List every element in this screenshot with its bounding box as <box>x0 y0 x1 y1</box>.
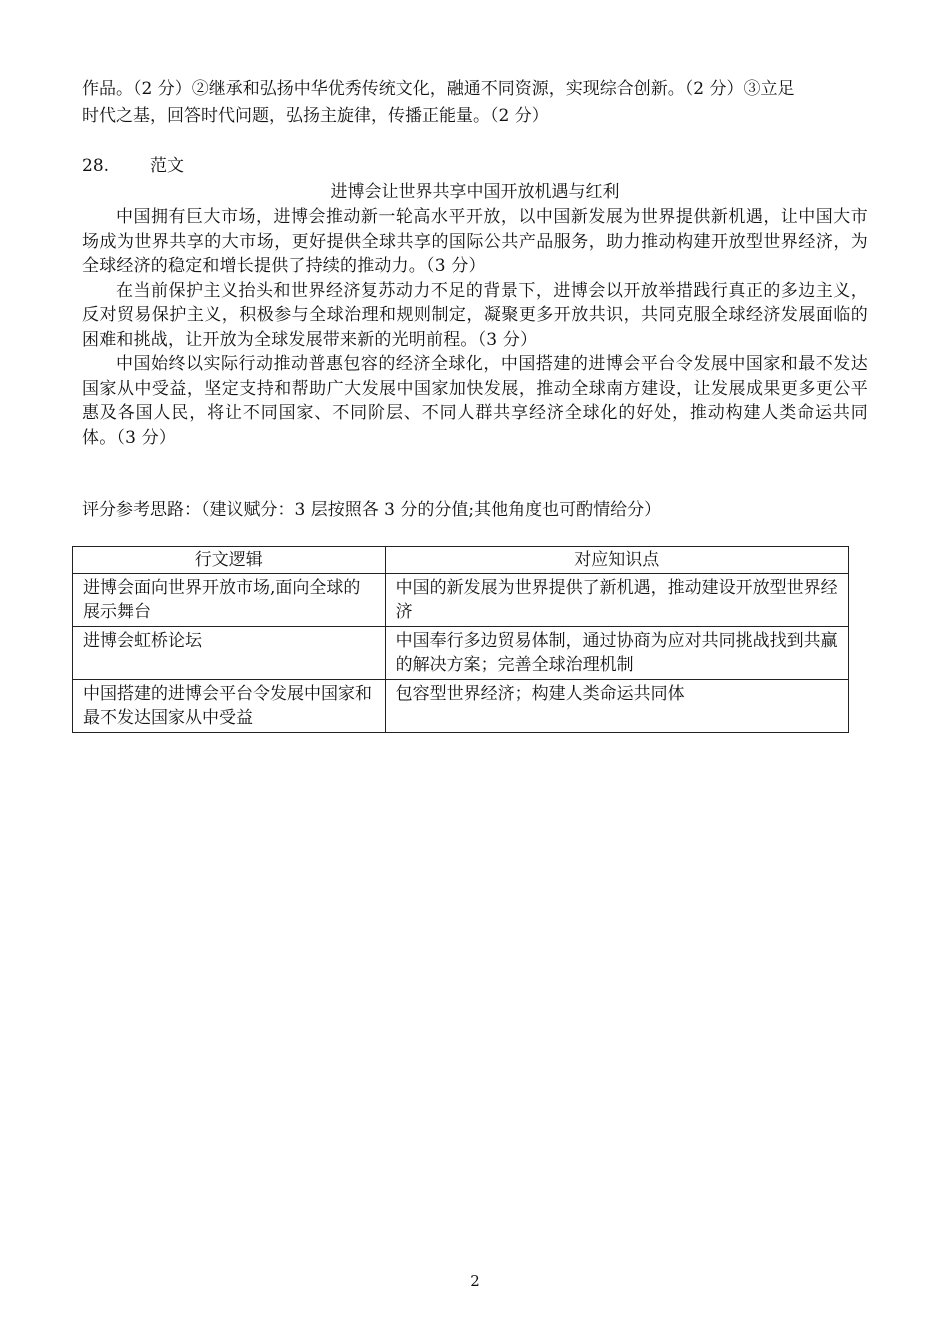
intro-line: 时代之基，回答时代问题，弘扬主旋律，传播正能量。（2 分） <box>82 106 549 126</box>
table-row <box>73 574 849 627</box>
essay-paragraph-3: 中国始终以实际行动推动普惠包容的经济全球化，中国搭建的进博会平台令发展中国家和最不发达国家从中受益，坚定支持和帮助广大发展中国家加快发展，推动全球南方建设，让发展成果更多更公平惠及各国人民，将让不同国家、不同阶层、不同人群共享经济全球化的好处，推动构建人类命运共同体。（3 分） <box>82 354 868 448</box>
table-cell-logic: 中国搭建的进博会平台令发展中国家和最不发达国家从中受益 <box>73 680 386 733</box>
page-number: 2 <box>470 1272 480 1290</box>
scoring-note: 评分参考思路：（建议赋分：3 层按照各 3 分的分值;其他角度也可酌情给分） <box>82 500 662 520</box>
essay-paragraph-2: 在当前保护主义抬头和世界经济复苏动力不足的背景下，进博会以开放举措践行真正的多边主义，反对贸易保护主义，积极参与全球治理和规则制定，凝聚更多开放共识，共同克服全球经济发展面临的困难和挑战，让开放为全球发展带来新的光明前程。（3 分） <box>82 280 868 350</box>
table-cell-knowledge: 中国的新发展为世界提供了新机遇，推动建设开放型世界经济 <box>385 574 848 627</box>
question-label: 范文 <box>150 156 184 176</box>
table-cell-knowledge: 中国奉行多边贸易体制，通过协商为应对共同挑战找到共赢的解决方案；完善全球治理机制 <box>385 627 848 680</box>
column-header-logic: 行文逻辑 <box>73 547 386 574</box>
document-page <box>82 76 868 728</box>
intro-line: 作品。（2 分）②继承和弘扬中华优秀传统文化，融通不同资源，实现综合创新。（2 分）③立足 <box>82 79 795 99</box>
question-number: 28. <box>82 156 110 176</box>
scoring-table <box>72 546 849 733</box>
question-heading <box>82 153 868 179</box>
table-cell-logic: 进博会面向世界开放市场,面向全球的展示舞台 <box>73 574 386 627</box>
table-row <box>73 627 849 680</box>
table-cell-logic: 进博会虹桥论坛 <box>73 627 386 680</box>
essay-paragraph-1: 中国拥有巨大市场，进博会推动新一轮高水平开放，以中国新发展为世界提供新机遇，让中国大市场成为世界共享的大市场，更好提供全球共享的国际公共产品服务，助力推动构建开放型世界经济，为全球经济的稳定和增长提供了持续的推动力。（3 分） <box>82 207 868 276</box>
essay-title: 进博会让世界共享中国开放机遇与红利 <box>330 182 620 202</box>
table-header-row <box>73 547 849 574</box>
table-cell-knowledge: 包容型世界经济；构建人类命运共同体 <box>385 680 848 733</box>
column-header-knowledge: 对应知识点 <box>385 547 848 574</box>
previous-answer-continuation <box>82 76 868 130</box>
table-row <box>73 680 849 733</box>
